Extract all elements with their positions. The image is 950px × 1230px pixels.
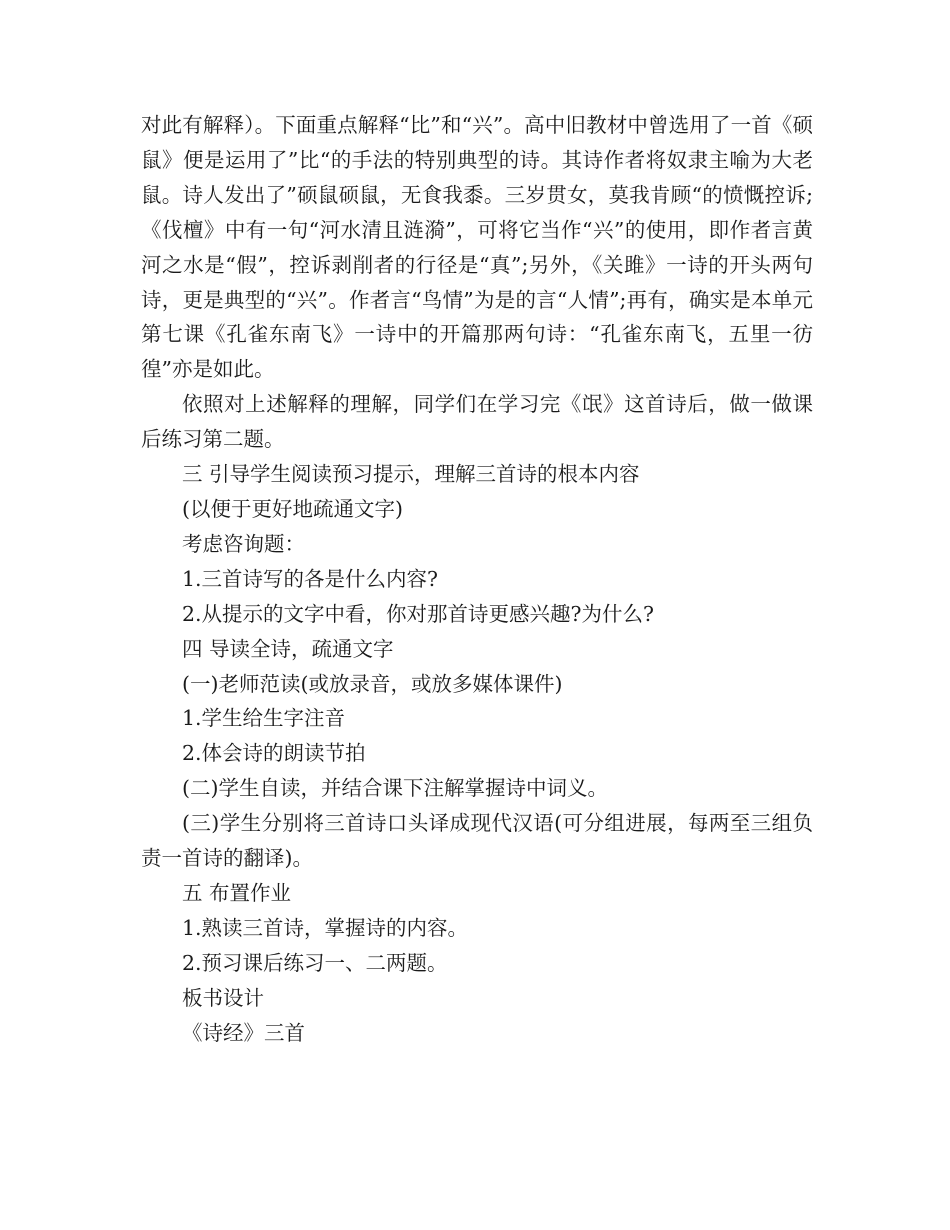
step-teacher-reading: (一)老师范读(或放录音，或放多媒体课件) [182,671,563,696]
step-item-rhythm: 2.体会诗的朗读节拍 [182,741,366,766]
step-translation: (三)学生分别将三首诗口头译成现代汉语(可分组进展，每两至三组负责一首诗的翻译)。 [141,811,813,871]
blackboard-title: 《诗经》三首 [182,1020,305,1045]
section-heading-three: 三 引导学生阅读预习提示，理解三首诗的根本内容 [182,462,640,487]
paragraph-bixing-explanation: 对此有解释）。下面重点解释“比”和“兴”。高中旧教材中曾选用了一首《硕鼠》便是运用了”比“的手法的特别典型的诗。其诗作者将奴隶主喻为大老鼠。诗人发出了”硕鼠硕鼠，无食我黍。三岁贯女，莫我肯顾“的愤慨控诉;《伐檀》中有一句“河水清且涟漪”，可将它当作“兴”的使用，即作者言黄河之水是“假”，控诉剥削者的行径是“真”;另外，《关雎》一诗的开头两句诗，更是典型的“兴”。作者言“鸟情”为是的言“人情”;再有，确实是本单元第七课《孔雀东南飞》一诗中的开篇那两句诗：“孔雀东南飞，五里一彷徨”亦是如此。 [141,113,813,382]
step-self-reading: (二)学生自读，并结合课下注解掌握诗中词义。 [182,776,608,801]
section-note: (以便于更好地疏通文字) [182,496,403,521]
paragraph-exercise-instruction: 依照对上述解释的理解，同学们在学习完《氓》这首诗后，做一做课后练习第二题。 [141,392,813,452]
questions-label: 考虑咨询题： [182,531,305,556]
homework-item-1: 1.熟读三首诗，掌握诗的内容。 [182,915,469,940]
section-heading-four: 四 导读全诗，疏通文字 [182,636,394,661]
section-heading-five: 五 布置作业 [182,880,292,905]
question-item-1: 1.三首诗写的各是什么内容? [182,566,439,591]
homework-item-2: 2.预习课后练习一、二两题。 [182,950,448,975]
question-item-2: 2.从提示的文字中看，你对那首诗更感兴趣?为什么? [182,601,655,626]
blackboard-design-label: 板书设计 [182,985,264,1010]
step-item-phonetic: 1.学生给生字注音 [182,706,346,731]
document-page [141,108,813,1050]
